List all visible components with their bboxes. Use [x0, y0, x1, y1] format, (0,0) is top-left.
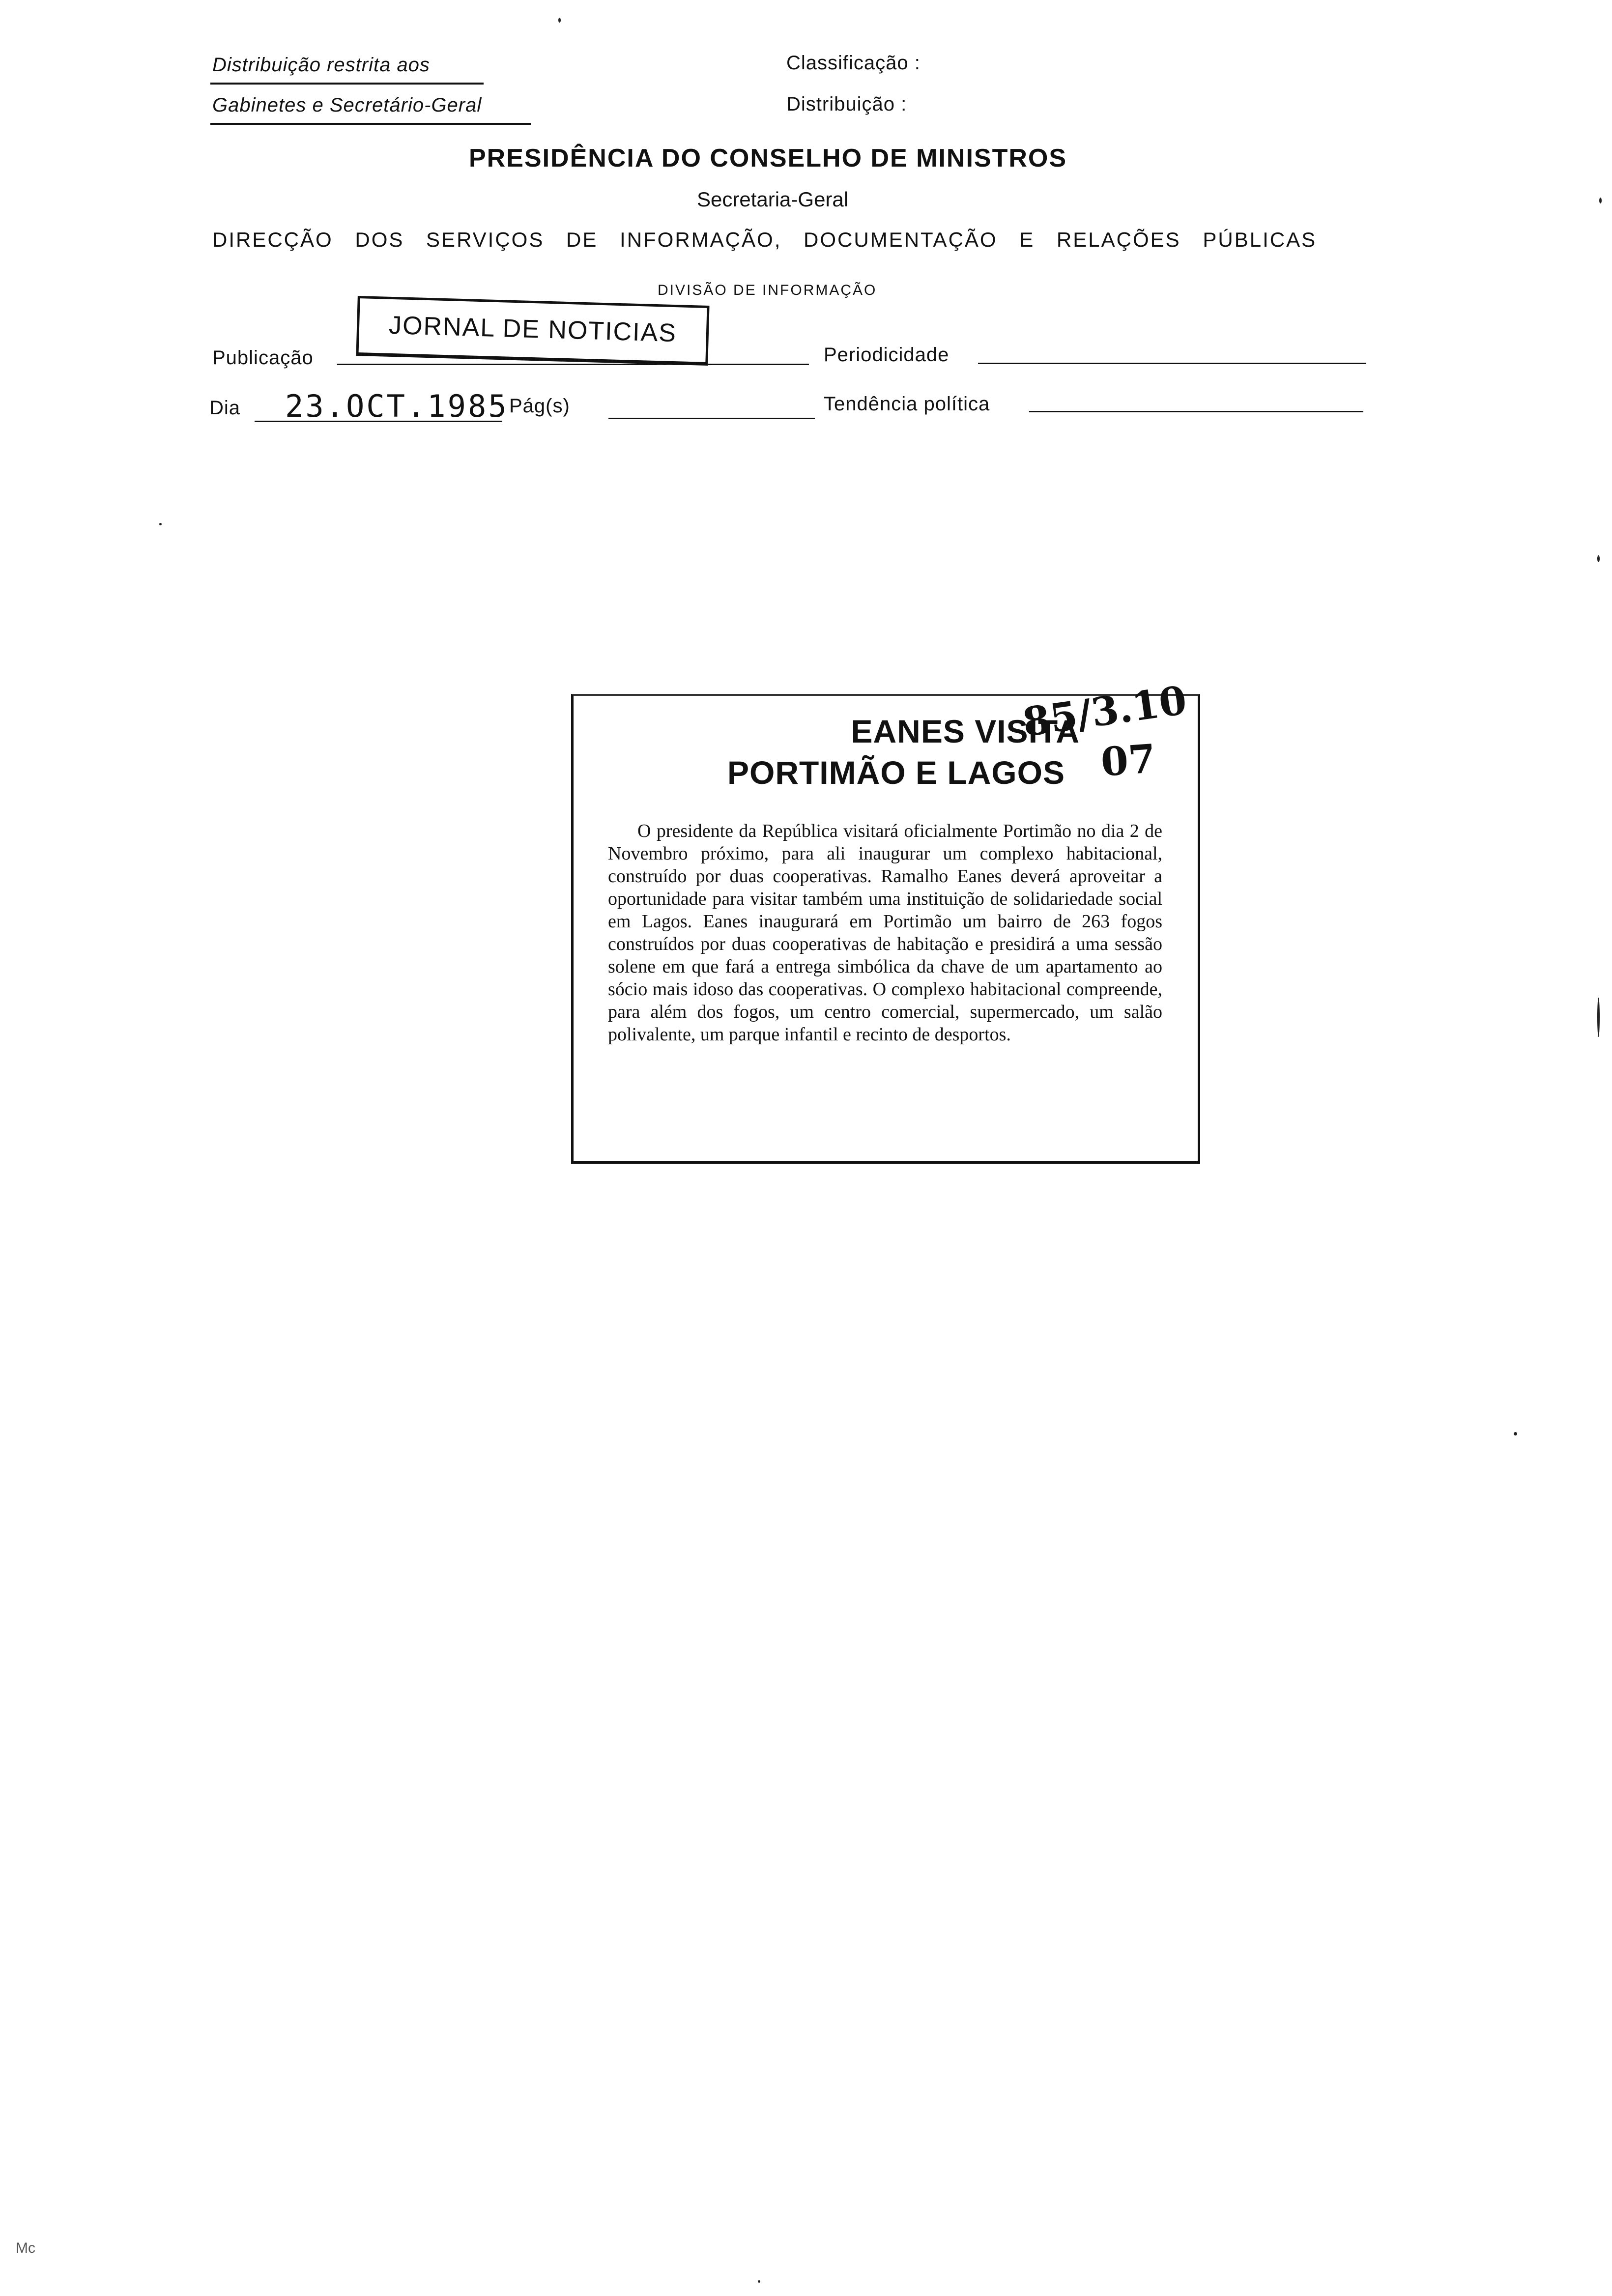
subtitle: Secretaria-Geral	[697, 188, 849, 211]
footer-code: Mc	[16, 2240, 35, 2256]
clipping-title-line-2: PORTIMÃO E LAGOS	[727, 754, 1065, 791]
handwritten-annotation-bottom: 07	[1099, 735, 1157, 785]
distribution-line-1: Distribuição restrita aos	[212, 54, 430, 76]
publication-stamp: JORNAL DE NOTICIAS	[356, 296, 709, 366]
main-title: PRESIDÊNCIA DO CONSELHO DE MINISTROS	[469, 144, 1067, 172]
date-stamp: 23.OCT.1985	[285, 388, 509, 424]
periodicidade-line	[978, 363, 1366, 364]
clipping-body	[608, 820, 1162, 1046]
classificacao-label: Classificação :	[786, 52, 921, 74]
periodicidade-label: Periodicidade	[824, 344, 950, 366]
divisao-line: DIVISÃO DE INFORMAÇÃO	[658, 282, 877, 298]
direccao-line: DIRECÇÃO DOS SERVIÇOS DE INFORMAÇÃO, DOCUMENTAÇÃO E RELAÇÕES PÚBLICAS	[212, 228, 1317, 251]
scan-speck	[159, 523, 162, 525]
distribuicao-label: Distribuição :	[786, 93, 907, 115]
publicacao-label: Publicação	[212, 347, 314, 369]
clipping-title-line-1: EANES VISITA	[851, 713, 1080, 749]
tendencia-label: Tendência política	[824, 393, 990, 415]
pags-label: Pág(s)	[509, 395, 570, 417]
dia-label: Dia	[209, 397, 241, 419]
distribution-line-2: Gabinetes e Secretário-Geral	[212, 94, 482, 116]
scan-speck	[558, 18, 561, 23]
handwritten-annotation-top: 85/3.10	[1020, 677, 1190, 746]
pags-line	[608, 418, 815, 419]
clipping-paragraph: O presidente da República visitará oficialmente Portimão no dia 2 de Novembro próximo, para ali inaugurar um complexo habitacional, construído por duas cooperativas. Ramalho Eanes deverá aproveitar a oportunidade para visitar também uma instituição de solidariedade social em Lagos. Eanes inaugurará em Portimão um bairro de 263 fogos construídos por duas cooperativas de habitação e presidirá a uma sessão solene em que fará a entrega simbólica da chave de um apartamento ao sócio mais idoso das cooperativas. O complexo habitacional compreende, para além dos fogos, um centro comercial, supermercado, um salão polivalente, um parque infantil e recinto de desportos.	[608, 821, 1162, 1045]
distribution-underline-2	[210, 123, 531, 125]
scan-speck	[1599, 198, 1602, 203]
scan-speck	[1597, 555, 1600, 562]
scan-speck	[1514, 1432, 1517, 1435]
scan-speck	[1597, 998, 1600, 1037]
tendencia-line	[1029, 411, 1363, 412]
publicacao-line	[337, 364, 809, 365]
scan-speck	[758, 2280, 760, 2283]
distribution-underline-1	[210, 83, 484, 85]
